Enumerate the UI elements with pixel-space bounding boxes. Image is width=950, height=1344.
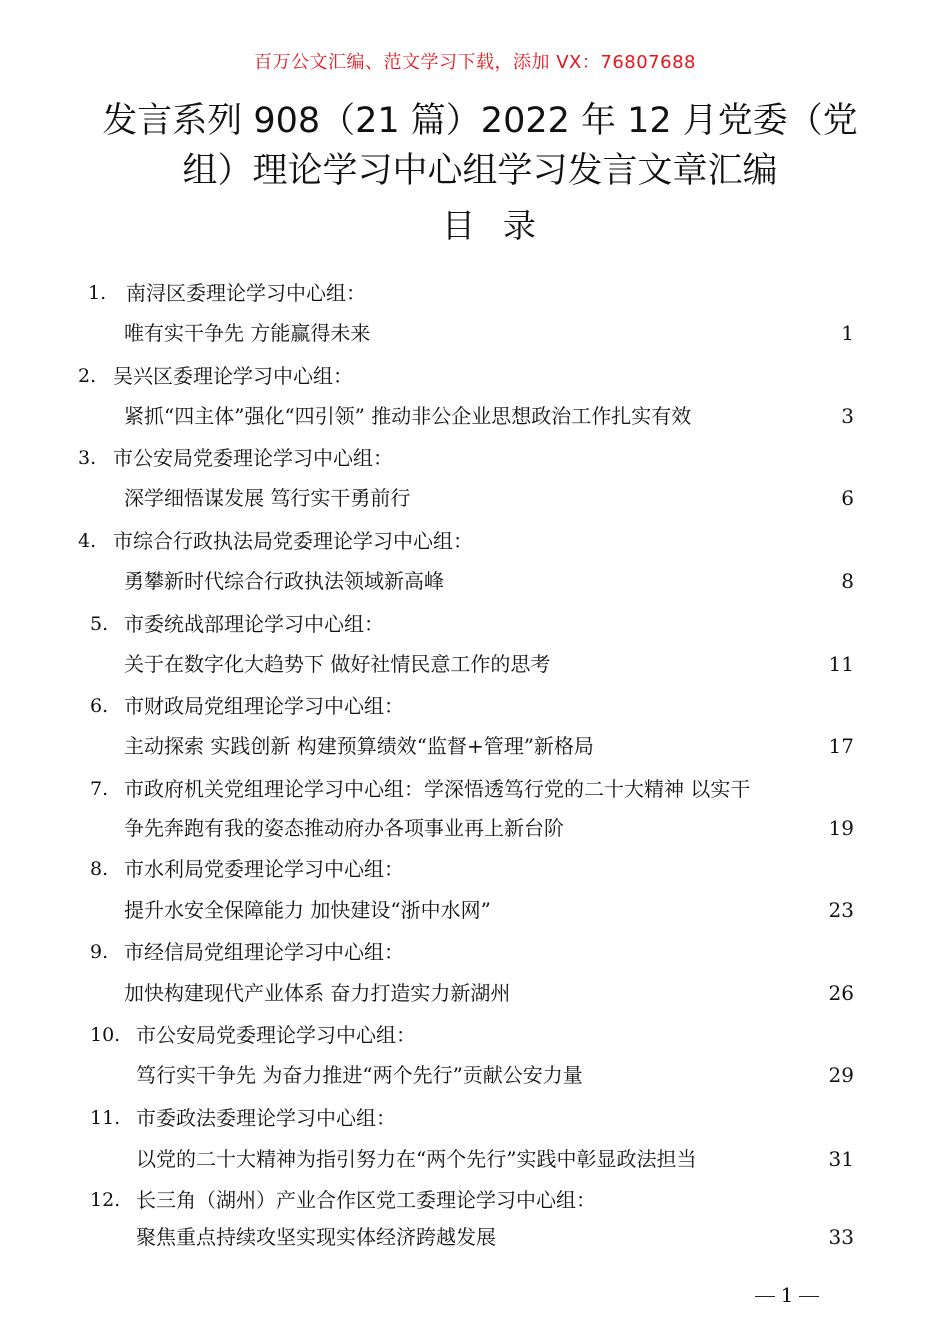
toc-number: 1. [88, 282, 107, 304]
document-title-line-1: 发言系列 908（21 篇）2022 年 12 月党委（党 [102, 101, 858, 141]
document-title-line-2: 组）理论学习中心组学习发言文章汇编 [182, 151, 778, 191]
toc-title: 聚焦重点持续攻坚实现实体经济跨越发展 [136, 1225, 496, 1249]
toc-org: 市委统战部理论学习中心组： [124, 612, 384, 636]
toc-number: 5. [90, 613, 109, 635]
toc-org: 长三角（湖州）产业合作区党工委理论学习中心组： [136, 1188, 596, 1212]
toc-title: 笃行实干争先 为奋力推进“两个先行”贡献公安力量 [136, 1063, 583, 1087]
toc-org: 市综合行政执法局党委理论学习中心组： [113, 529, 473, 553]
footer-dash-right [799, 1296, 819, 1297]
toc-number: 6. [90, 695, 109, 717]
toc-number: 3. [78, 447, 97, 469]
toc-org: 南浔区委理论学习中心组： [126, 281, 366, 305]
toc-number: 4. [78, 530, 97, 552]
document-title [100, 96, 860, 196]
toc-number: 10. [90, 1024, 121, 1046]
toc-title: 深学细悟谋发展 笃行实干勇前行 [124, 486, 411, 510]
toc-title: 争先奔跑有我的姿态推动府办各项事业再上新台阶 [124, 816, 564, 840]
header-banner-text: 百万公文汇编、范文学习下载，添加 VX：76807688 [254, 52, 696, 73]
toc-title: 提升水安全保障能力 加快建设“浙中水网” [124, 898, 491, 922]
toc-title: 加快构建现代产业体系 奋力打造实力新湖州 [124, 981, 511, 1005]
toc-title: 紧抓“四主体”强化“四引领” 推动非公企业思想政治工作扎实有效 [124, 404, 692, 428]
toc-org: 吴兴区委理论学习中心组： [113, 364, 353, 388]
toc-page: 19 [828, 816, 854, 840]
toc-org: 市委政法委理论学习中心组： [136, 1106, 396, 1130]
toc-page: 17 [828, 734, 854, 758]
toc-org: 市财政局党组理论学习中心组： [124, 694, 404, 718]
toc-page: 33 [828, 1225, 854, 1249]
footer-page-number: 1 [780, 1283, 794, 1307]
toc-title: 关于在数字化大趋势下 做好社情民意工作的思考 [124, 652, 551, 676]
toc-page: 8 [841, 569, 854, 593]
toc-number: 7. [90, 778, 109, 800]
toc-title: 唯有实干争先 方能赢得未来 [124, 321, 371, 345]
toc-org: 市政府机关党组理论学习中心组：学深悟透笃行党的二十大精神 以实干 [124, 777, 751, 801]
footer-dash-left [755, 1296, 775, 1297]
toc-page: 1 [841, 321, 854, 345]
toc-number: 8. [90, 858, 109, 880]
toc-title: 以党的二十大精神为指引努力在“两个先行”实践中彰显政法担当 [136, 1147, 697, 1171]
toc-page: 31 [828, 1147, 854, 1171]
toc-number: 11. [90, 1107, 121, 1129]
toc-org: 市水利局党委理论学习中心组： [124, 857, 404, 881]
toc-page: 26 [828, 981, 854, 1005]
page-footer [745, 1283, 829, 1307]
toc-page: 11 [828, 652, 854, 676]
toc-title: 主动探索 实践创新 构建预算绩效“监督+管理”新格局 [124, 734, 594, 758]
toc-number: 2. [78, 365, 97, 387]
toc-org: 市公安局党委理论学习中心组： [136, 1023, 416, 1047]
header-banner [0, 48, 950, 74]
toc-org: 市经信局党组理论学习中心组： [124, 940, 404, 964]
toc-org: 市公安局党委理论学习中心组： [113, 446, 393, 470]
toc-page: 3 [841, 404, 854, 428]
toc-number: 12. [90, 1189, 121, 1211]
toc-title: 勇攀新时代综合行政执法领域新高峰 [124, 569, 444, 593]
toc-number: 9. [90, 941, 109, 963]
toc-page: 29 [828, 1063, 854, 1087]
toc-page: 6 [841, 486, 854, 510]
toc-heading: 目录 [442, 206, 564, 245]
toc-page: 23 [828, 898, 854, 922]
